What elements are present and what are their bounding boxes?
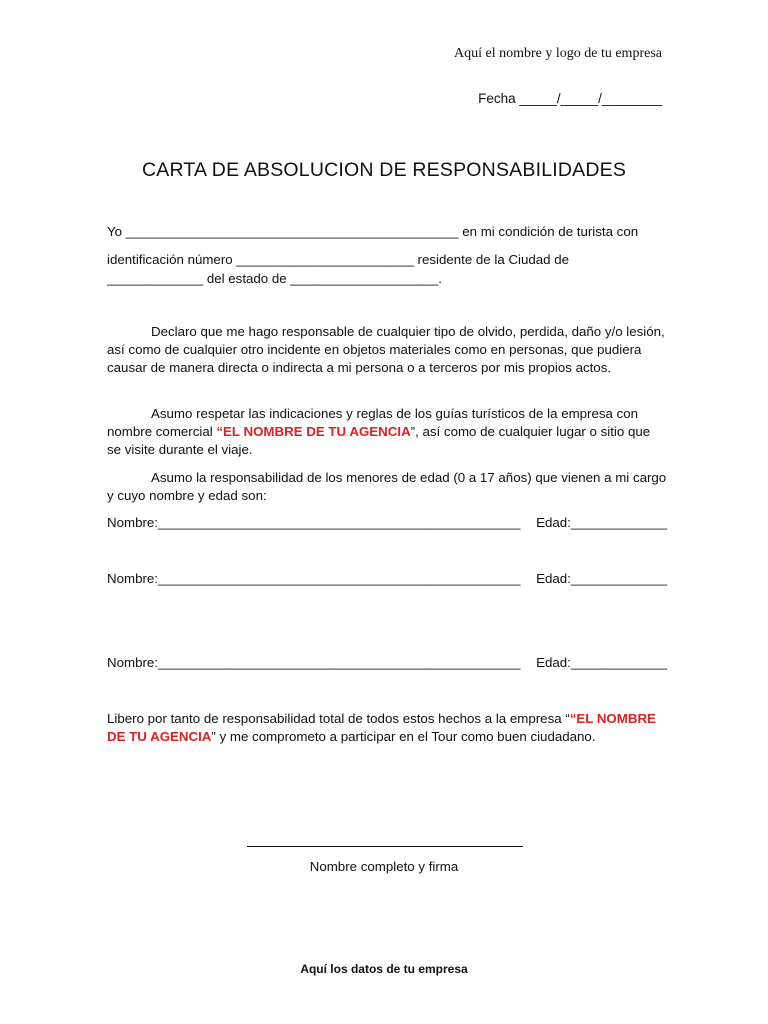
agency-name-highlight: “EL NOMBRE DE TU AGENCIA <box>216 424 411 440</box>
intro-line-2: identificación número ________________________ residente de la Ciudad de <box>107 252 570 267</box>
paragraph-minors: Asumo la responsabilidad de los menores de edad (0 a 17 años) que vienen a mi cargo y cuyo nombre y edad son: <box>107 470 667 504</box>
intro-line-1: Yo _____________________________________________ en mi condición de turista con <box>107 224 639 239</box>
paragraph-declaration: Declaro que me hago responsable de cualquier tipo de olvido, perdida, daño y/o lesión, así como de cualquier otro incidente en objetos materiales como en personas, que pudiera causar de manera directa o indirecta a mi persona o a terceros por mis propios actos. <box>107 324 665 376</box>
paragraph-closing <box>107 710 667 746</box>
paragraph-closing-text-end: ” y me comprometo a participar en el Tour como buen ciudadano. <box>211 729 596 745</box>
minor-name-field: Nombre:_________________________________________________ <box>107 515 521 530</box>
signature-label: Nombre completo y firma <box>309 859 459 874</box>
minor-age-field: Edad:_____________ <box>536 655 667 670</box>
minor-row <box>107 514 667 532</box>
signature-line <box>247 846 523 847</box>
date-line: Fecha _____/_____/________ <box>478 91 662 106</box>
paragraph-rules-text-end: ”, así como de cualquier lugar o sitio que se visite durante el viaje. <box>107 424 651 458</box>
agency-name-highlight: “EL NOMBRE DE TU AGENCIA <box>107 711 656 745</box>
intro-line-3: _____________ del estado de ____________________. <box>107 271 442 286</box>
company-data-footer: Aquí los datos de tu empresa <box>300 962 468 976</box>
paragraph-rules-text: Asumo respetar las indicaciones y reglas de los guías turísticos de la empresa con nombre comercial <box>107 406 639 440</box>
minor-row <box>107 654 667 672</box>
company-logo-placeholder: Aquí el nombre y logo de tu empresa <box>453 46 662 61</box>
page-title: CARTA DE ABSOLUCION DE RESPONSABILIDADES <box>141 159 627 181</box>
minor-age-field: Edad:_____________ <box>536 571 667 586</box>
minor-row <box>107 570 667 588</box>
paragraph-closing-text: Libero por tanto de responsabilidad total de todos estos hechos a la empresa “ <box>107 711 570 726</box>
paragraph-rules <box>107 405 667 460</box>
minor-age-field: Edad:_____________ <box>536 515 667 530</box>
minor-name-field: Nombre:_________________________________________________ <box>107 655 521 670</box>
minor-name-field: Nombre:_________________________________________________ <box>107 571 521 586</box>
